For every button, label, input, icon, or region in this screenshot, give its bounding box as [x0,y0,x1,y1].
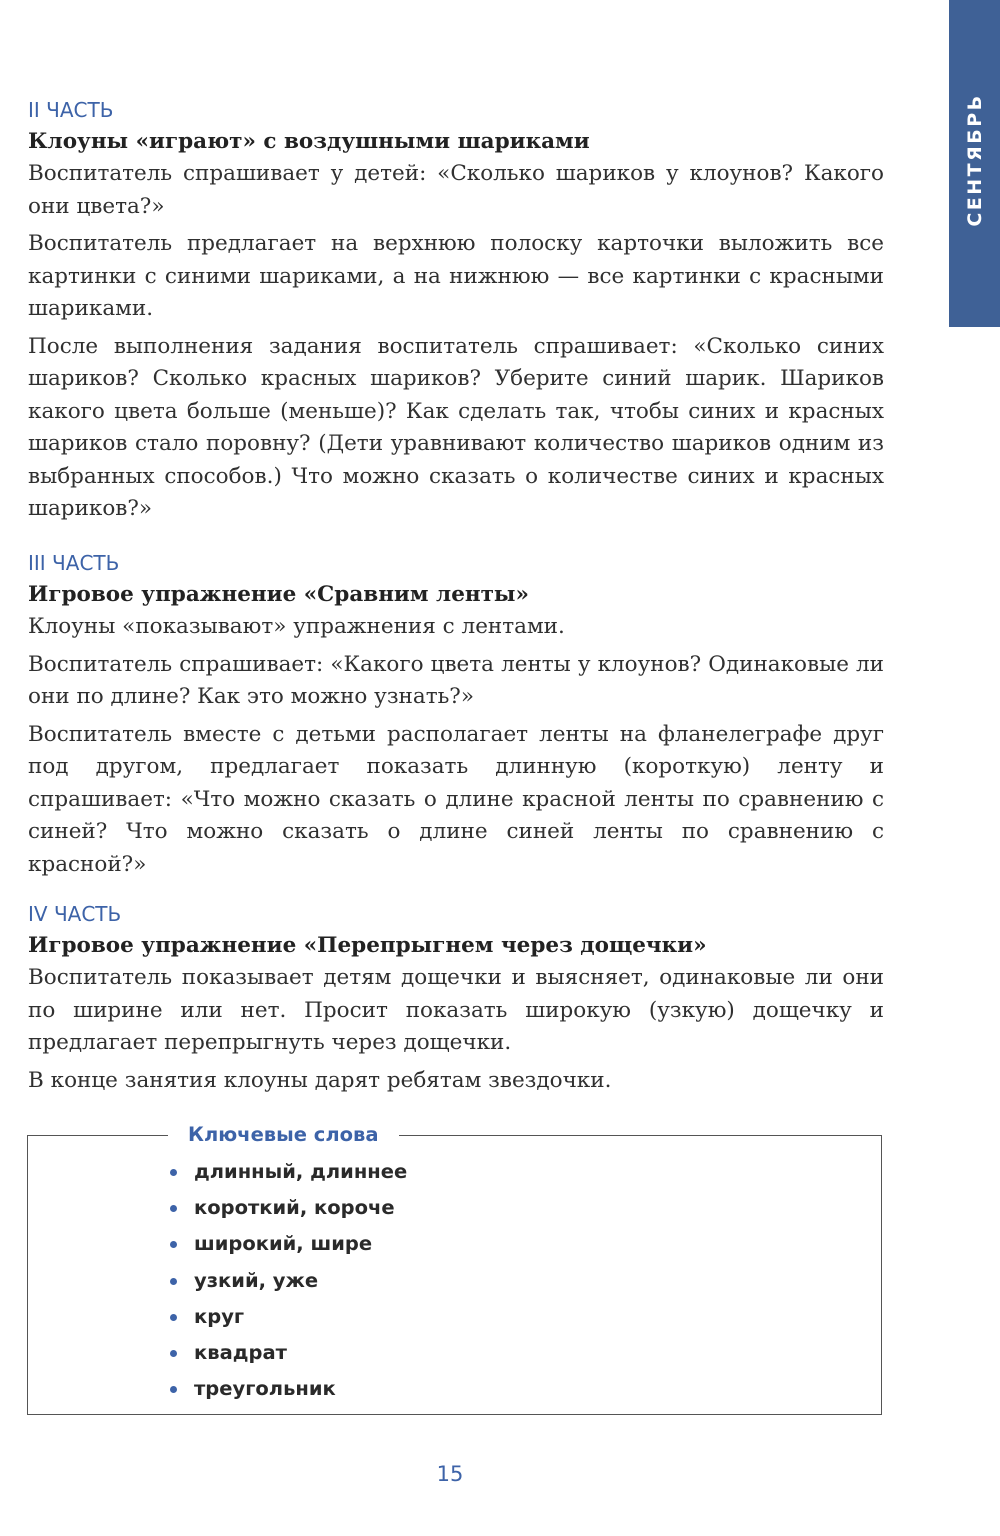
keyword-item [168,1371,407,1407]
month-side-tab [949,0,1000,327]
bullet-icon [170,1169,177,1176]
paragraph: Воспитатель спрашивает: «Какого цвета ленты у клоунов? Одинаковые ли они по длине? Как это можно узнать?» [28,651,884,709]
part-heading: IV ЧАСТЬ [28,902,122,926]
keyword-text: круг [194,1304,245,1328]
paragraph: Клоуны «показывают» упражнения с лентами. [28,614,565,639]
paragraph: После выполнения задания воспитатель спрашивает: «Сколько синих шариков? Сколько красных шариков? Уберите синий шарик. Шариков какого цвета больше (меньше)? Как сделать так, чтобы синих и красных шариков стало поровну? (Дети уравнивают количество шариков одним из выбранных способов.) Что можно сказать о количестве синих и красных шариков?» [28,333,884,521]
keywords-box [27,1123,882,1415]
keyword-item [168,1263,407,1299]
keyword-item [168,1226,407,1262]
keyword-text: широкий, шире [194,1232,373,1256]
keywords-title: Ключевые слова [168,1118,399,1152]
month-label: СЕНТЯБРЬ [963,93,986,227]
bullet-icon [170,1278,177,1285]
bullet-icon [170,1241,177,1248]
section-title: Игровое упражнение «Перепрыгнем через дощечки» [28,933,707,958]
bullet-icon [170,1314,177,1321]
paragraph: Воспитатель спрашивает у детей: «Сколько шариков у клоунов? Какого они цвета?» [28,161,884,219]
keyword-text: узкий, уже [194,1268,319,1292]
section-part-3 [28,547,884,886]
section-title: Клоуны «играют» с воздушными шариками [28,129,590,154]
keyword-text: короткий, короче [194,1196,395,1220]
keyword-text: длинный, длиннее [194,1160,408,1183]
keyword-item [168,1335,407,1371]
section-part-4 [28,898,884,1102]
paragraph: В конце занятия клоуны дарят ребятам звездочки. [28,1067,612,1093]
bullet-icon [170,1205,177,1212]
keyword-text: треугольник [194,1377,336,1401]
keyword-item [168,1190,407,1226]
keywords-list [168,1154,407,1407]
paragraph: Воспитатель предлагает на верхнюю полоску карточки выложить все картинки с синими шариками, а на нижнюю — все картинки с красными шариками. [28,231,884,321]
paragraph: Воспитатель вместе с детьми располагает ленты на фланелеграфе друг под другом, предлагает показать длинную (короткую) ленту и спрашивает: «Что можно сказать о длине красной ленты по сравнению с синей? Что можно сказать о длине синей ленты по сравнению с красной?» [28,721,884,877]
paragraph: Воспитатель показывает детям дощечки и выясняет, одинаковые ли они по ширине или нет. Просит показать широкую (узкую) дощечку и предлагает перепрыгнуть через дощечки. [28,965,884,1055]
section-title: Игровое упражнение «Сравним ленты» [28,582,529,607]
part-heading: III ЧАСТЬ [28,551,120,575]
page-number: 15 [436,1462,464,1486]
section-part-2 [28,94,884,531]
part-heading: II ЧАСТЬ [28,98,114,122]
bullet-icon [170,1350,177,1357]
keyword-text: квадрат [194,1341,287,1365]
bullet-icon [170,1386,177,1393]
keyword-item [168,1154,407,1190]
keyword-item [168,1299,407,1335]
